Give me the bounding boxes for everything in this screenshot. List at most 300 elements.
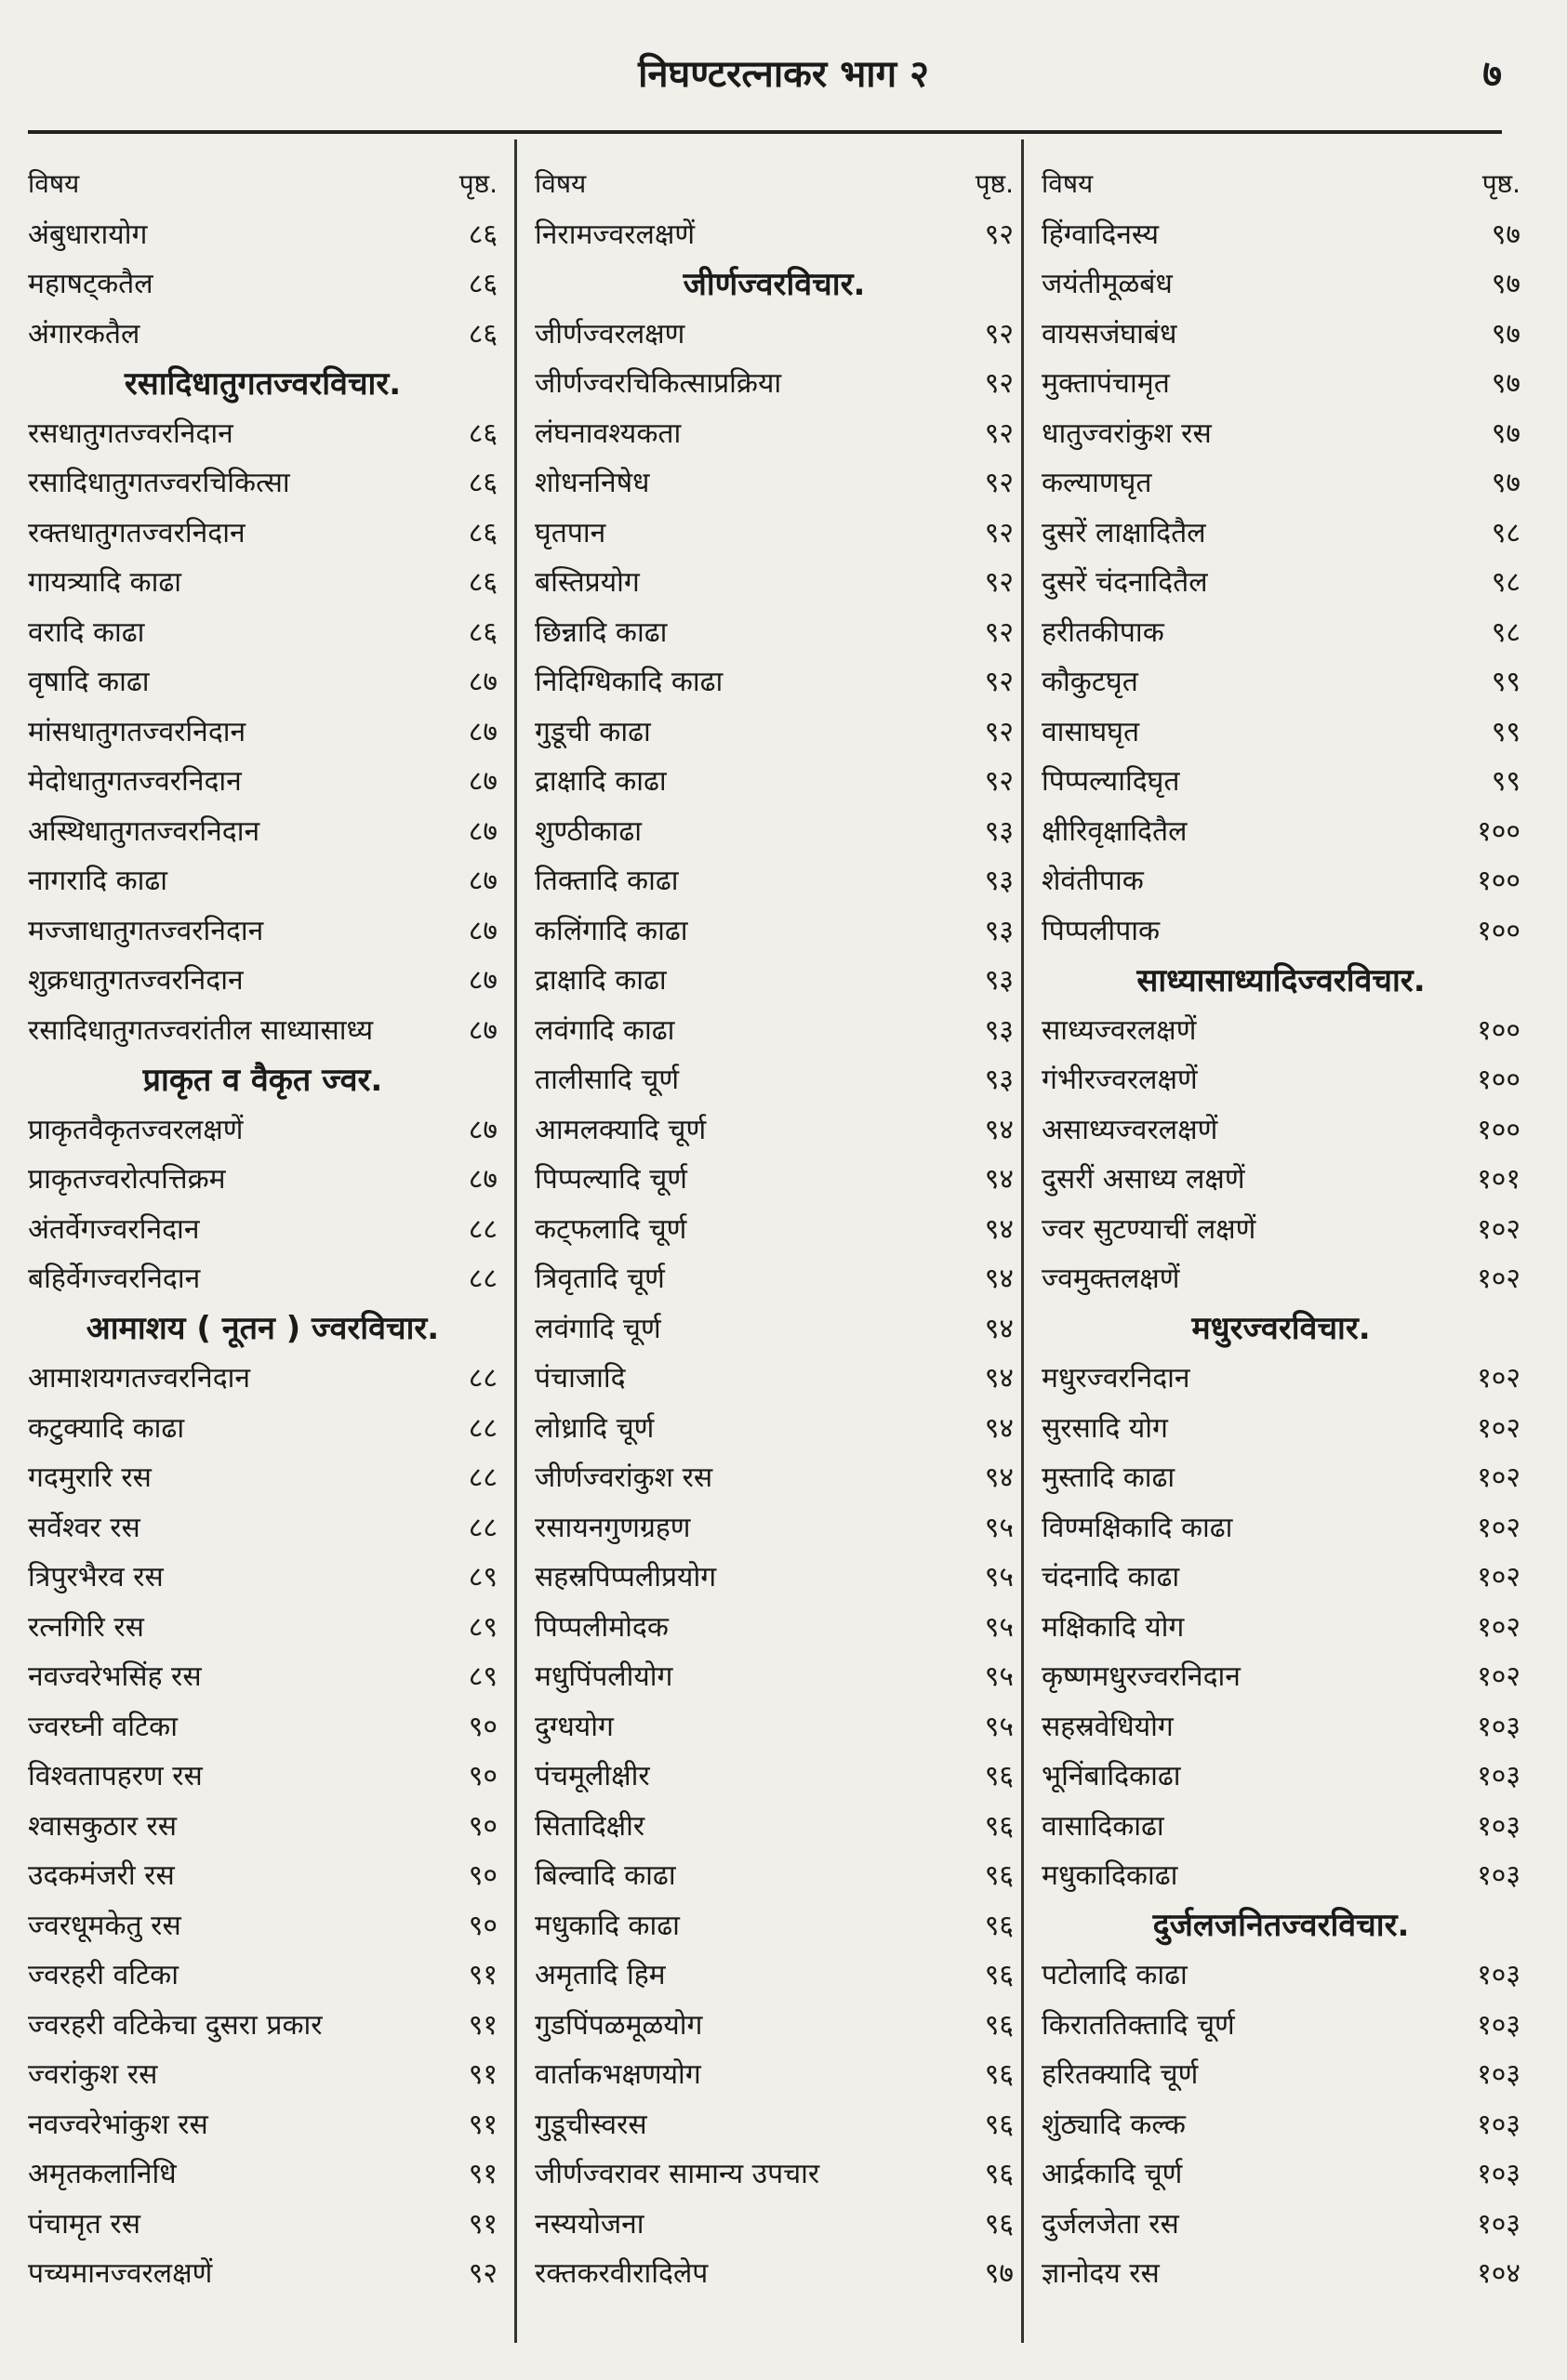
index-entry bbox=[535, 905, 1014, 955]
entry-page: ९२ bbox=[984, 715, 1014, 748]
entry-title: किराततिक्तादि चूर्ण bbox=[1042, 2008, 1235, 2042]
index-entry bbox=[1042, 755, 1521, 805]
index-entry bbox=[535, 1451, 1014, 1501]
index-entry bbox=[1042, 357, 1521, 407]
index-entry bbox=[1042, 706, 1521, 756]
index-entry bbox=[1042, 1451, 1521, 1501]
index-entry bbox=[28, 655, 498, 706]
entry-page: १०० bbox=[1477, 914, 1521, 947]
entry-title: अंबुधारायोग bbox=[28, 218, 148, 251]
entry-page: ९४ bbox=[984, 1411, 1014, 1445]
entry-title: असाध्यज्वरलक्षणें bbox=[1042, 1113, 1218, 1146]
entry-title: मधुकादिकाढा bbox=[1042, 1859, 1178, 1893]
index-entry bbox=[535, 1700, 1014, 1751]
index-entry bbox=[28, 1104, 498, 1154]
entry-title: निदिग्धिकादि काढा bbox=[535, 666, 724, 699]
entry-title: आमाशयगतज्वरनिदान bbox=[28, 1362, 251, 1395]
entry-page: ८६ bbox=[468, 566, 498, 600]
index-entry bbox=[535, 1302, 1014, 1353]
index-entry bbox=[535, 1004, 1014, 1054]
index-entry bbox=[1042, 1551, 1521, 1601]
entry-page: ८७ bbox=[468, 715, 498, 748]
entry-title: विश्वतापहरण रस bbox=[28, 1760, 203, 1793]
index-entry bbox=[1042, 1501, 1521, 1552]
entry-title: आमलक्यादि चूर्ण bbox=[535, 1113, 707, 1146]
entry-page: ८७ bbox=[468, 765, 498, 799]
entry-title: पटोलादि काढा bbox=[1042, 1959, 1188, 1992]
entry-page: ८७ bbox=[468, 1013, 498, 1047]
entry-title: लोध्रादि चूर्ण bbox=[535, 1411, 655, 1445]
entry-page: १०३ bbox=[1477, 2108, 1521, 2141]
entry-title: बिल्वादि काढा bbox=[535, 1859, 676, 1893]
index-entry bbox=[28, 606, 498, 656]
entry-page: ९४ bbox=[984, 1362, 1014, 1395]
page-heading: पृष्ठ. bbox=[975, 167, 1014, 199]
index-entry bbox=[28, 2247, 498, 2297]
entry-page: ९७ bbox=[984, 2257, 1014, 2291]
entry-page: ९७ bbox=[1491, 218, 1521, 251]
column-header bbox=[535, 158, 1014, 208]
entry-page: ८७ bbox=[468, 1163, 498, 1197]
index-entry bbox=[28, 2098, 498, 2149]
entry-title: अस्थिधातुगतज्वरनिदान bbox=[28, 814, 260, 848]
entry-title: गायत्र्यादि काढा bbox=[28, 566, 181, 600]
index-entry bbox=[1042, 1949, 1521, 1999]
entry-page: ९४ bbox=[984, 1212, 1014, 1246]
entry-page: १०४ bbox=[1477, 2257, 1521, 2291]
entry-title: शेवंतीपाक bbox=[1042, 865, 1144, 898]
index-entry bbox=[535, 706, 1014, 756]
entry-page: १०३ bbox=[1477, 2058, 1521, 2092]
entry-page: ८७ bbox=[468, 865, 498, 898]
index-entry bbox=[1042, 2098, 1521, 2149]
index-entry bbox=[535, 507, 1014, 557]
entry-title: सहस्रपिप्पलीप्रयोग bbox=[535, 1561, 717, 1594]
entry-title: वायसजंघाबंध bbox=[1042, 317, 1177, 350]
entry-title: गुडूची काढा bbox=[535, 715, 651, 748]
entry-page: ९७ bbox=[1491, 317, 1521, 350]
entry-page: ८७ bbox=[468, 814, 498, 848]
index-entry bbox=[28, 556, 498, 606]
entry-page: ९५ bbox=[984, 1511, 1014, 1544]
entry-page: ९० bbox=[468, 1760, 498, 1793]
entry-page: ८८ bbox=[468, 1511, 498, 1544]
entry-page: ९६ bbox=[984, 2008, 1014, 2042]
entry-title: हरीतकीपाक bbox=[1042, 615, 1164, 649]
entry-page: ८६ bbox=[468, 615, 498, 649]
index-entry bbox=[1042, 1352, 1521, 1402]
entry-title: बहिर्वेगज्वरनिदान bbox=[28, 1263, 201, 1296]
column-divider bbox=[514, 139, 517, 2343]
index-entry bbox=[535, 1402, 1014, 1452]
entry-title: मक्षिकादि योग bbox=[1042, 1610, 1185, 1644]
index-entry bbox=[1042, 1053, 1521, 1104]
entry-page: १०२ bbox=[1477, 1561, 1521, 1594]
entry-page: ९४ bbox=[984, 1163, 1014, 1197]
page-header bbox=[0, 37, 1567, 112]
index-entry bbox=[535, 1501, 1014, 1552]
index-entry bbox=[535, 1750, 1014, 1800]
index-entry bbox=[1042, 456, 1521, 507]
entry-title: महाषट्‌कतैल bbox=[28, 268, 153, 301]
index-entry bbox=[1042, 407, 1521, 457]
entry-title: लवंगादि काढा bbox=[535, 1013, 675, 1047]
index-entry bbox=[28, 308, 498, 358]
entry-page: १०० bbox=[1477, 814, 1521, 848]
entry-page: ९२ bbox=[984, 467, 1014, 500]
entry-title: उदकमंजरी रस bbox=[28, 1859, 175, 1893]
index-entry bbox=[28, 1999, 498, 2049]
index-entry bbox=[28, 1601, 498, 1651]
entry-title: सहस्रवेधियोग bbox=[1042, 1710, 1174, 1743]
entry-page: ८८ bbox=[468, 1461, 498, 1495]
index-entry bbox=[535, 854, 1014, 905]
index-entry bbox=[1042, 655, 1521, 706]
entry-title: रत्नगिरि रस bbox=[28, 1610, 144, 1644]
section-heading: रसादिधातुगतज्वरविचार. bbox=[124, 364, 402, 403]
section-heading: मधुरज्वरविचार. bbox=[1191, 1310, 1371, 1348]
index-entry bbox=[535, 1800, 1014, 1850]
index-entry bbox=[535, 1601, 1014, 1651]
index-entry bbox=[28, 1650, 498, 1700]
entry-page: ९६ bbox=[984, 2058, 1014, 2092]
section-heading: प्राकृत व वैकृत ज्वर. bbox=[142, 1061, 383, 1099]
index-entry bbox=[1042, 1999, 1521, 2049]
entry-title: जीर्णज्वरावर सामान्य उपचार bbox=[535, 2158, 820, 2191]
entry-title: पंचाजादि bbox=[535, 1362, 626, 1395]
entry-title: ज्वर सुटण्याचीं लक्षणें bbox=[1042, 1212, 1256, 1246]
index-entry bbox=[535, 1849, 1014, 1899]
entry-title: ज्ञानोदय रस bbox=[1042, 2257, 1160, 2291]
entry-page: ९५ bbox=[984, 1710, 1014, 1743]
index-entry bbox=[535, 755, 1014, 805]
entry-title: विण्मक्षिकादि काढा bbox=[1042, 1511, 1233, 1544]
entry-title: वार्ताकभक्षणयोग bbox=[535, 2058, 701, 2092]
section-heading: जीर्णज्वरविचार. bbox=[683, 265, 866, 303]
section-heading: साध्यासाध्यादिज्वरविचार. bbox=[1136, 961, 1426, 999]
index-entry bbox=[1042, 258, 1521, 308]
entry-title: वरादि काढा bbox=[28, 615, 145, 649]
entry-title: शोधननिषेध bbox=[535, 467, 650, 500]
column-divider bbox=[1021, 139, 1024, 2343]
entry-title: वृषादि काढा bbox=[28, 666, 150, 699]
index-entry bbox=[28, 258, 498, 308]
entry-title: मज्जाधातुगतज्वरनिदान bbox=[28, 914, 264, 947]
entry-title: दुग्धयोग bbox=[535, 1710, 614, 1743]
index-column-2 bbox=[535, 158, 1014, 2297]
entry-page: ९० bbox=[468, 1859, 498, 1893]
index-entry bbox=[535, 2247, 1014, 2297]
index-entry bbox=[535, 407, 1014, 457]
index-entry bbox=[1042, 1800, 1521, 1850]
index-entry bbox=[535, 1899, 1014, 1950]
index-entry bbox=[28, 2048, 498, 2098]
index-column-3 bbox=[1042, 158, 1521, 2297]
entry-page: ९४ bbox=[984, 1312, 1014, 1345]
index-entry bbox=[535, 1203, 1014, 1253]
index-entry bbox=[28, 1501, 498, 1552]
entry-title: शुंठ्यादि कल्क bbox=[1042, 2108, 1186, 2141]
entry-page: ९२ bbox=[984, 367, 1014, 401]
entry-title: नवज्वरेभसिंह रस bbox=[28, 1660, 202, 1694]
index-entry bbox=[1042, 905, 1521, 955]
entry-page: ९२ bbox=[984, 416, 1014, 450]
entry-page: ९२ bbox=[984, 317, 1014, 350]
entry-title: पच्यमानज्वरलक्षणें bbox=[28, 2257, 213, 2291]
entry-title: साध्यज्वरलक्षणें bbox=[1042, 1013, 1197, 1047]
index-entry bbox=[535, 2048, 1014, 2098]
index-entry bbox=[28, 1899, 498, 1950]
entry-page: ९९ bbox=[1491, 765, 1521, 799]
index-entry bbox=[28, 456, 498, 507]
index-column-1 bbox=[28, 158, 498, 2297]
entry-page: ८८ bbox=[468, 1212, 498, 1246]
entry-page: ९२ bbox=[984, 615, 1014, 649]
entry-title: रसधातुगतज्वरनिदान bbox=[28, 416, 233, 450]
index-entry bbox=[535, 456, 1014, 507]
entry-page: ९२ bbox=[984, 566, 1014, 600]
entry-title: मधुपिंपलीयोग bbox=[535, 1660, 673, 1694]
entry-title: ज्वरांकुश रस bbox=[28, 2058, 158, 2092]
entry-title: नस्ययोजना bbox=[535, 2207, 644, 2241]
entry-title: मेदोधातुगतज्वरनिदान bbox=[28, 765, 242, 799]
entry-title: रक्तधातुगतज्वरनिदान bbox=[28, 516, 246, 549]
entry-title: रसायनगुणग्रहण bbox=[535, 1511, 691, 1544]
entry-page: १०३ bbox=[1477, 1809, 1521, 1843]
entry-page: ९७ bbox=[1491, 467, 1521, 500]
entry-page: १०० bbox=[1477, 865, 1521, 898]
entry-title: श्वासकुठार रस bbox=[28, 1809, 178, 1843]
entry-page: १०३ bbox=[1477, 1859, 1521, 1893]
column-header bbox=[28, 158, 498, 208]
entry-page: ९८ bbox=[1491, 566, 1521, 600]
entry-title: बस्तिप्रयोग bbox=[535, 566, 640, 600]
entry-page: ९६ bbox=[984, 1959, 1014, 1992]
entry-title: कृष्णमधुरज्वरनिदान bbox=[1042, 1660, 1241, 1694]
entry-title: अंतर्वेगज्वरनिदान bbox=[28, 1212, 200, 1246]
entry-page: ९३ bbox=[984, 1013, 1014, 1047]
index-entry bbox=[28, 2198, 498, 2248]
index-entry bbox=[28, 1551, 498, 1601]
entry-title: निरामज्वरलक्षणें bbox=[535, 218, 696, 251]
entry-page: १०३ bbox=[1477, 2158, 1521, 2191]
entry-title: शुक्रधातुगतज्वरनिदान bbox=[28, 964, 244, 998]
entry-title: कौकुटघृत bbox=[1042, 666, 1138, 699]
index-entry bbox=[1042, 507, 1521, 557]
entry-page: १०२ bbox=[1477, 1461, 1521, 1495]
index-entry bbox=[28, 805, 498, 855]
entry-page: ९५ bbox=[984, 1610, 1014, 1644]
entry-page: १०२ bbox=[1477, 1660, 1521, 1694]
entry-title: लंघनावश्यकता bbox=[535, 416, 682, 450]
entry-title: द्राक्षादि काढा bbox=[535, 765, 667, 799]
index-entry bbox=[535, 1551, 1014, 1601]
index-entry bbox=[1042, 805, 1521, 855]
entry-page: ९२ bbox=[984, 516, 1014, 549]
entry-title: जयंतीमूळबंध bbox=[1042, 268, 1173, 301]
entry-page: १०२ bbox=[1477, 1610, 1521, 1644]
index-entry bbox=[1042, 1402, 1521, 1452]
entry-page: ९० bbox=[468, 1809, 498, 1843]
index-entry bbox=[1042, 1252, 1521, 1302]
index-entry bbox=[1042, 606, 1521, 656]
page-number: ७ bbox=[1482, 53, 1502, 96]
index-entry bbox=[535, 1999, 1014, 2049]
entry-page: ९० bbox=[468, 1909, 498, 1942]
index-entry bbox=[28, 1402, 498, 1452]
entry-page: ९१ bbox=[468, 2207, 498, 2241]
entry-title: ज्वरघ्नी वटिका bbox=[28, 1710, 178, 1743]
entry-page: ९४ bbox=[984, 1461, 1014, 1495]
index-entry bbox=[535, 954, 1014, 1004]
entry-title: कल्याणघृत bbox=[1042, 467, 1152, 500]
entry-title: त्रिवृतादि चूर्ण bbox=[535, 1263, 665, 1296]
running-title: निघण्टरत्नाकर भाग २ bbox=[638, 53, 929, 96]
entry-title: पंचामृत रस bbox=[28, 2207, 140, 2241]
index-entry bbox=[1042, 1153, 1521, 1203]
entry-page: ९३ bbox=[984, 865, 1014, 898]
entry-title: जीर्णज्वरचिकित्साप्रक्रिया bbox=[535, 367, 782, 401]
index-entry bbox=[28, 507, 498, 557]
entry-page: ८८ bbox=[468, 1263, 498, 1296]
column-header bbox=[1042, 158, 1521, 208]
entry-page: १०२ bbox=[1477, 1212, 1521, 1246]
entry-title: सर्वेश्वर रस bbox=[28, 1511, 140, 1544]
entry-title: गंभीरज्वरलक्षणें bbox=[1042, 1064, 1198, 1097]
entry-page: ८६ bbox=[468, 416, 498, 450]
index-entry bbox=[28, 1849, 498, 1899]
index-entry bbox=[535, 2098, 1014, 2149]
index-entry bbox=[535, 1153, 1014, 1203]
entry-title: ज्वरहरी वटिका bbox=[28, 1959, 179, 1992]
entry-title: कट्‌फलादि चूर्ण bbox=[535, 1212, 687, 1246]
index-entry bbox=[1042, 1004, 1521, 1054]
entry-title: प्राकृतवैकृतज्वरलक्षणें bbox=[28, 1113, 244, 1146]
entry-page: १०० bbox=[1477, 1013, 1521, 1047]
entry-title: पिप्पलीपाक bbox=[1042, 914, 1161, 947]
page-heading: पृष्ठ. bbox=[1481, 167, 1521, 199]
index-entry bbox=[1042, 1203, 1521, 1253]
index-entry bbox=[28, 1451, 498, 1501]
subject-heading: विषय bbox=[28, 167, 80, 199]
entry-title: तालीसादि चूर्ण bbox=[535, 1064, 680, 1097]
entry-title: गदमुरारि रस bbox=[28, 1461, 152, 1495]
index-entry bbox=[28, 1153, 498, 1203]
index-entry bbox=[535, 1252, 1014, 1302]
entry-page: ८६ bbox=[468, 467, 498, 500]
entry-title: वासाघघृत bbox=[1042, 715, 1140, 748]
index-entry bbox=[28, 905, 498, 955]
entry-page: १०० bbox=[1477, 1064, 1521, 1097]
index-entry bbox=[1042, 208, 1521, 258]
index-entry bbox=[535, 606, 1014, 656]
entry-page: ८७ bbox=[468, 666, 498, 699]
index-entry bbox=[1042, 1750, 1521, 1800]
index-entry bbox=[1042, 1700, 1521, 1751]
entry-page: ९६ bbox=[984, 2108, 1014, 2141]
entry-page: ९६ bbox=[984, 1909, 1014, 1942]
entry-title: नागरादि काढा bbox=[28, 865, 168, 898]
entry-title: जीर्णज्वरांकुश रस bbox=[535, 1461, 713, 1495]
entry-page: ९२ bbox=[984, 218, 1014, 251]
entry-title: रसादिधातुगतज्वरांतील साध्यासाध्य bbox=[28, 1013, 374, 1047]
entry-page: ९२ bbox=[468, 2257, 498, 2291]
index-entry bbox=[28, 1700, 498, 1751]
index-entry bbox=[28, 854, 498, 905]
entry-page: ९१ bbox=[468, 2058, 498, 2092]
entry-title: प्राकृतज्वरोत्पत्तिक्रम bbox=[28, 1163, 226, 1197]
entry-page: ८८ bbox=[468, 1411, 498, 1445]
entry-title: छिन्नादि काढा bbox=[535, 615, 668, 649]
entry-title: वासादिकाढा bbox=[1042, 1809, 1164, 1843]
index-entry bbox=[1042, 1849, 1521, 1899]
entry-page: ९६ bbox=[984, 1760, 1014, 1793]
index-entry bbox=[1042, 2198, 1521, 2248]
index-entry bbox=[28, 954, 498, 1004]
entry-page: ९४ bbox=[984, 1263, 1014, 1296]
entry-title: पिप्पलीमोदक bbox=[535, 1610, 669, 1644]
entry-page: ८६ bbox=[468, 268, 498, 301]
entry-page: १०२ bbox=[1477, 1511, 1521, 1544]
entry-title: दुसरीं असाध्य लक्षणें bbox=[1042, 1163, 1245, 1197]
entry-title: मधुरज्वरनिदान bbox=[1042, 1362, 1190, 1395]
entry-page: ८९ bbox=[468, 1660, 498, 1694]
entry-title: त्रिपुरभैरव रस bbox=[28, 1561, 164, 1594]
entry-title: मुस्तादि काढा bbox=[1042, 1461, 1175, 1495]
entry-title: पिप्पल्यादि चूर्ण bbox=[535, 1163, 687, 1197]
entry-page: ९९ bbox=[1491, 666, 1521, 699]
entry-title: ज्वरहरी वटिकेचा दुसरा प्रकार bbox=[28, 2008, 323, 2042]
entry-page: १०२ bbox=[1477, 1263, 1521, 1296]
entry-page: ८६ bbox=[468, 317, 498, 350]
index-entry bbox=[535, 805, 1014, 855]
header-rule bbox=[28, 130, 1502, 134]
index-entry bbox=[28, 208, 498, 258]
entry-title: भूनिंबादिकाढा bbox=[1042, 1760, 1181, 1793]
entry-page: ८६ bbox=[468, 516, 498, 549]
index-entry bbox=[28, 1750, 498, 1800]
entry-title: रसादिधातुगतज्वरचिकित्सा bbox=[28, 467, 290, 500]
entry-page: ९३ bbox=[984, 1064, 1014, 1097]
index-entry bbox=[1042, 1650, 1521, 1700]
entry-title: सुरसादि योग bbox=[1042, 1411, 1168, 1445]
entry-title: धातुज्वरांकुश रस bbox=[1042, 416, 1212, 450]
entry-title: क्षीरिवृक्षादितैल bbox=[1042, 814, 1188, 848]
entry-page: १०१ bbox=[1477, 1163, 1521, 1197]
entry-page: १०३ bbox=[1477, 1760, 1521, 1793]
entry-page: १०२ bbox=[1477, 1362, 1521, 1395]
entry-title: हरितक्यादि चूर्ण bbox=[1042, 2058, 1199, 2092]
entry-title: ज्वमुक्तलक्षणें bbox=[1042, 1263, 1180, 1296]
index-entry bbox=[28, 2148, 498, 2198]
index-entry bbox=[1042, 2148, 1521, 2198]
entry-page: ८७ bbox=[468, 1113, 498, 1146]
index-entry bbox=[535, 2148, 1014, 2198]
entry-page: १०३ bbox=[1477, 2008, 1521, 2042]
index-entry bbox=[28, 706, 498, 756]
entry-title: मांसधातुगतज्वरनिदान bbox=[28, 715, 246, 748]
entry-title: अमृतकलानिधि bbox=[28, 2158, 177, 2191]
entry-title: मधुकादि काढा bbox=[535, 1909, 680, 1942]
entry-page: ९३ bbox=[984, 964, 1014, 998]
page-heading: पृष्ठ. bbox=[458, 167, 498, 199]
entry-title: घृतपान bbox=[535, 516, 606, 549]
entry-title: दुसरें लाक्षादितैल bbox=[1042, 516, 1206, 549]
entry-page: ८८ bbox=[468, 1362, 498, 1395]
entry-page: ९० bbox=[468, 1710, 498, 1743]
entry-page: ९६ bbox=[984, 2158, 1014, 2191]
entry-page: ९७ bbox=[1491, 367, 1521, 401]
